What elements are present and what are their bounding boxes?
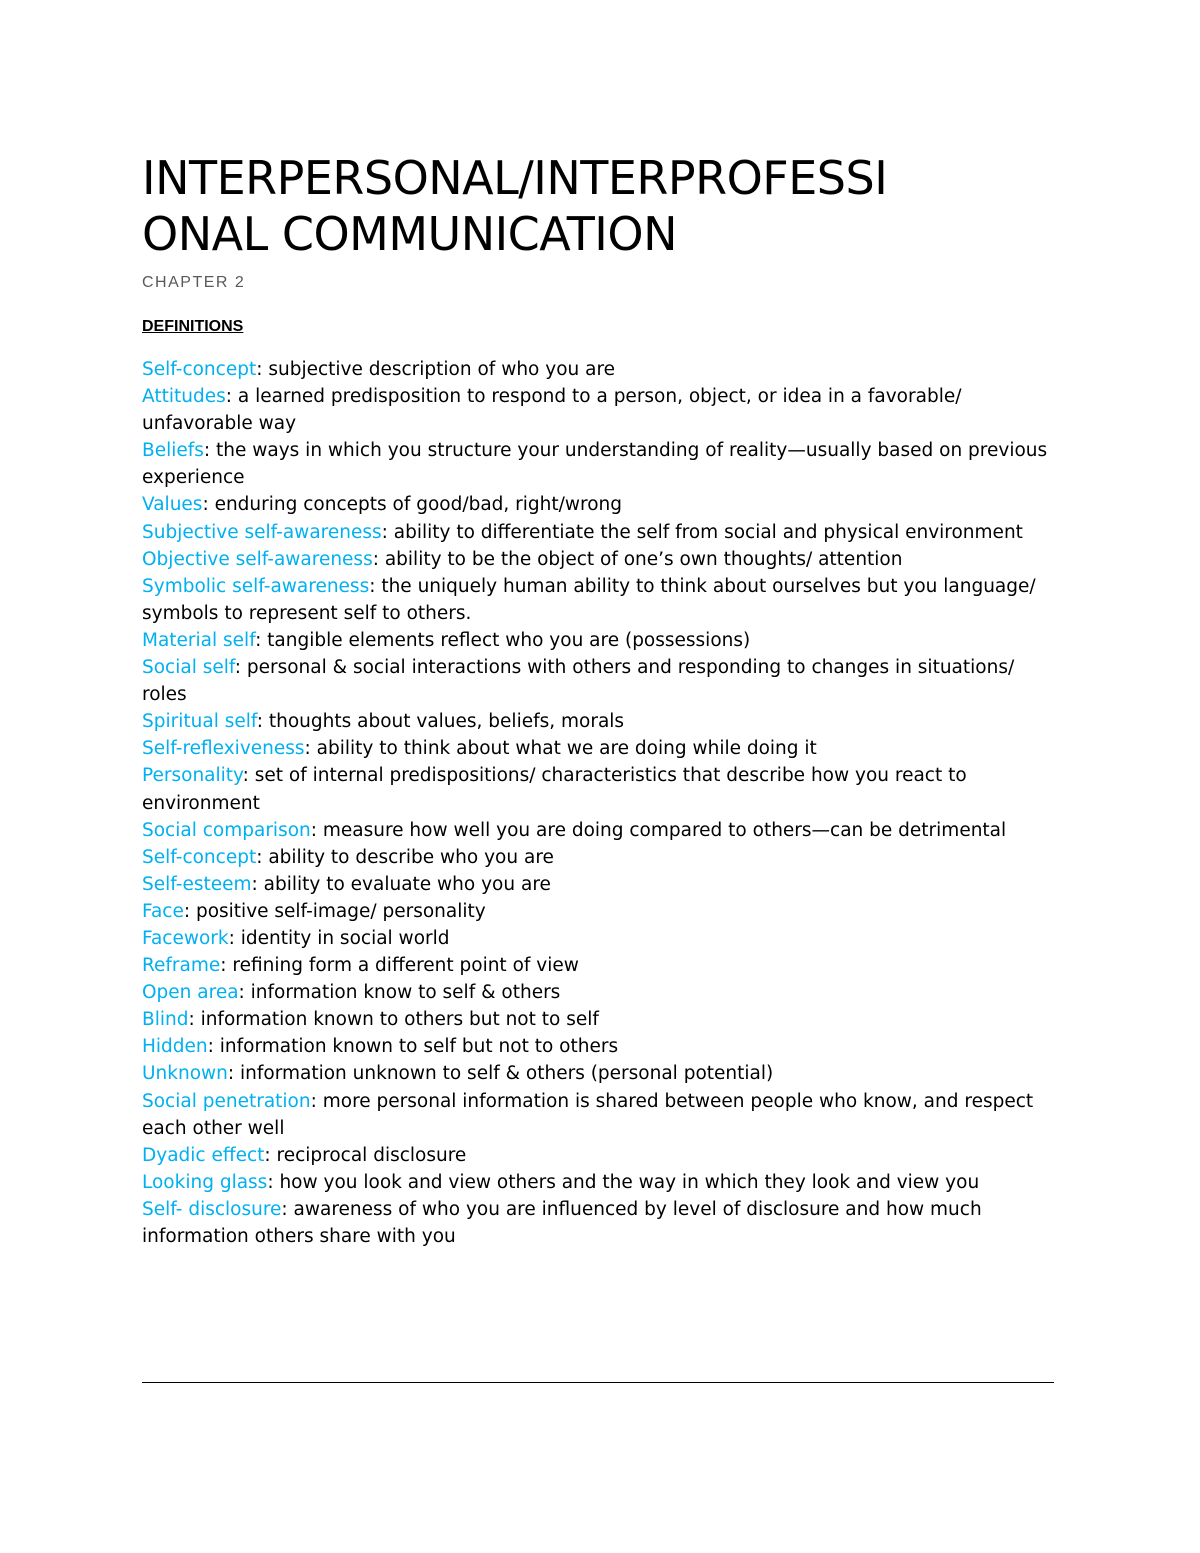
definition-text: : ability to be the object of one’s own thoughts/ attention [372, 548, 903, 570]
definition-item [142, 762, 1057, 816]
definition-item [142, 952, 1057, 979]
definition-term: Self-concept [142, 846, 257, 868]
definition-item [142, 356, 1057, 383]
definition-item [142, 871, 1057, 898]
definition-text: : set of internal predispositions/ characteristics that describe how you react to environment [142, 765, 967, 814]
definition-term: Self-reflexiveness [142, 738, 305, 760]
definition-item [142, 383, 1057, 437]
definition-item [142, 627, 1057, 654]
definition-term: Dyadic effect [142, 1144, 265, 1166]
definition-text: : ability to describe who you are [256, 846, 554, 868]
definition-text: : ability to think about what we are doing while doing it [304, 738, 817, 760]
bottom-divider [142, 1382, 1054, 1383]
definition-term: Objective self-awareness [142, 548, 373, 570]
definition-item [142, 925, 1057, 952]
definition-item [142, 1196, 1057, 1250]
definition-term: Unknown [142, 1063, 228, 1085]
definition-item [142, 1060, 1057, 1087]
definition-text: : tangible elements reflect who you are (possessions) [255, 629, 751, 651]
definition-text: : personal & social interactions with others and responding to changes in situations/ roles [142, 657, 1015, 706]
definition-item [142, 1142, 1057, 1169]
definition-text: : information known to others but not to self [188, 1009, 599, 1031]
definition-term: Social penetration [142, 1090, 311, 1112]
definition-text: : positive self-image/ personality [183, 900, 486, 922]
definition-item [142, 1169, 1057, 1196]
definition-text: : ability to evaluate who you are [251, 873, 551, 895]
definition-item [142, 708, 1057, 735]
definition-text: : the ways in which you structure your understanding of reality—usually based on previous experience [142, 440, 1048, 489]
definition-term: Facework [142, 927, 229, 949]
definition-item [142, 437, 1057, 491]
definition-term: Looking glass [142, 1171, 268, 1193]
definition-item [142, 1033, 1057, 1060]
definition-item [142, 844, 1057, 871]
definition-term: Values [142, 494, 203, 516]
definition-text: : a learned predisposition to respond to a person, object, or idea in a favorable/ unfavorable way [142, 386, 962, 435]
definition-item [142, 735, 1057, 762]
definition-term: Self-concept [142, 359, 257, 380]
definition-term: Spiritual self [142, 711, 257, 733]
definition-text: : subjective description of who you are [256, 359, 616, 380]
definition-text: : measure how well you are doing compared to others—can be detrimental [310, 819, 1007, 841]
definition-term: Symbolic self-awareness [142, 575, 370, 597]
definition-text: : ability to differentiate the self from social and physical environment [381, 521, 1023, 543]
document-title [142, 150, 1062, 262]
definition-item [142, 519, 1057, 546]
definition-text: : more personal information is shared between people who know, and respect each other well [142, 1090, 1034, 1139]
document-title-line-2: ONAL COMMUNICATION [142, 207, 677, 261]
definitions-heading: DEFINITIONS [142, 318, 244, 335]
definition-item [142, 979, 1057, 1006]
definition-text: : awareness of who you are influenced by level of disclosure and how much information others share with you [142, 1198, 982, 1247]
definition-item [142, 573, 1057, 627]
definition-item [142, 491, 1057, 518]
definition-text: : refining form a different point of view [220, 955, 579, 977]
definition-text: : reciprocal disclosure [264, 1144, 467, 1166]
definition-term: Social comparison [142, 819, 311, 841]
definition-text: : the uniquely human ability to think about ourselves but you language/ symbols to represent self to others. [142, 575, 1036, 624]
definition-text: : how you look and view others and the way in which they look and view you [267, 1171, 980, 1193]
definition-text: : information unknown to self & others (personal potential) [227, 1063, 774, 1085]
definition-text: : information know to self & others [238, 982, 561, 1004]
definition-text: : identity in social world [228, 927, 450, 949]
definition-term: Hidden [142, 1036, 208, 1058]
definitions-list [142, 356, 1057, 1250]
definition-text: : thoughts about values, beliefs, morals [256, 711, 625, 733]
definition-item [142, 1006, 1057, 1033]
definition-item [142, 546, 1057, 573]
definition-text: : enduring concepts of good/bad, right/wrong [202, 494, 622, 516]
definition-term: Open area [142, 982, 239, 1004]
chapter-subtitle: CHAPTER 2 [142, 274, 246, 291]
definition-term: Reframe [142, 955, 221, 977]
definition-term: Social self [142, 657, 235, 679]
definition-text: : information known to self but not to others [207, 1036, 619, 1058]
definition-term: Blind [142, 1009, 189, 1031]
definition-term: Beliefs [142, 440, 204, 462]
definition-item [142, 898, 1057, 925]
definition-term: Self- disclosure [142, 1198, 282, 1220]
definition-term: Self-esteem [142, 873, 252, 895]
definition-item [142, 654, 1057, 708]
definition-term: Material self [142, 629, 256, 651]
definition-term: Subjective self-awareness [142, 521, 382, 543]
document-title-line-1: INTERPERSONAL/INTERPROFESSI [142, 151, 888, 205]
definition-item [142, 1088, 1057, 1142]
definition-term: Attitudes [142, 386, 226, 408]
definition-term: Face [142, 900, 184, 922]
definition-item [142, 817, 1057, 844]
definition-term: Personality [142, 765, 243, 787]
